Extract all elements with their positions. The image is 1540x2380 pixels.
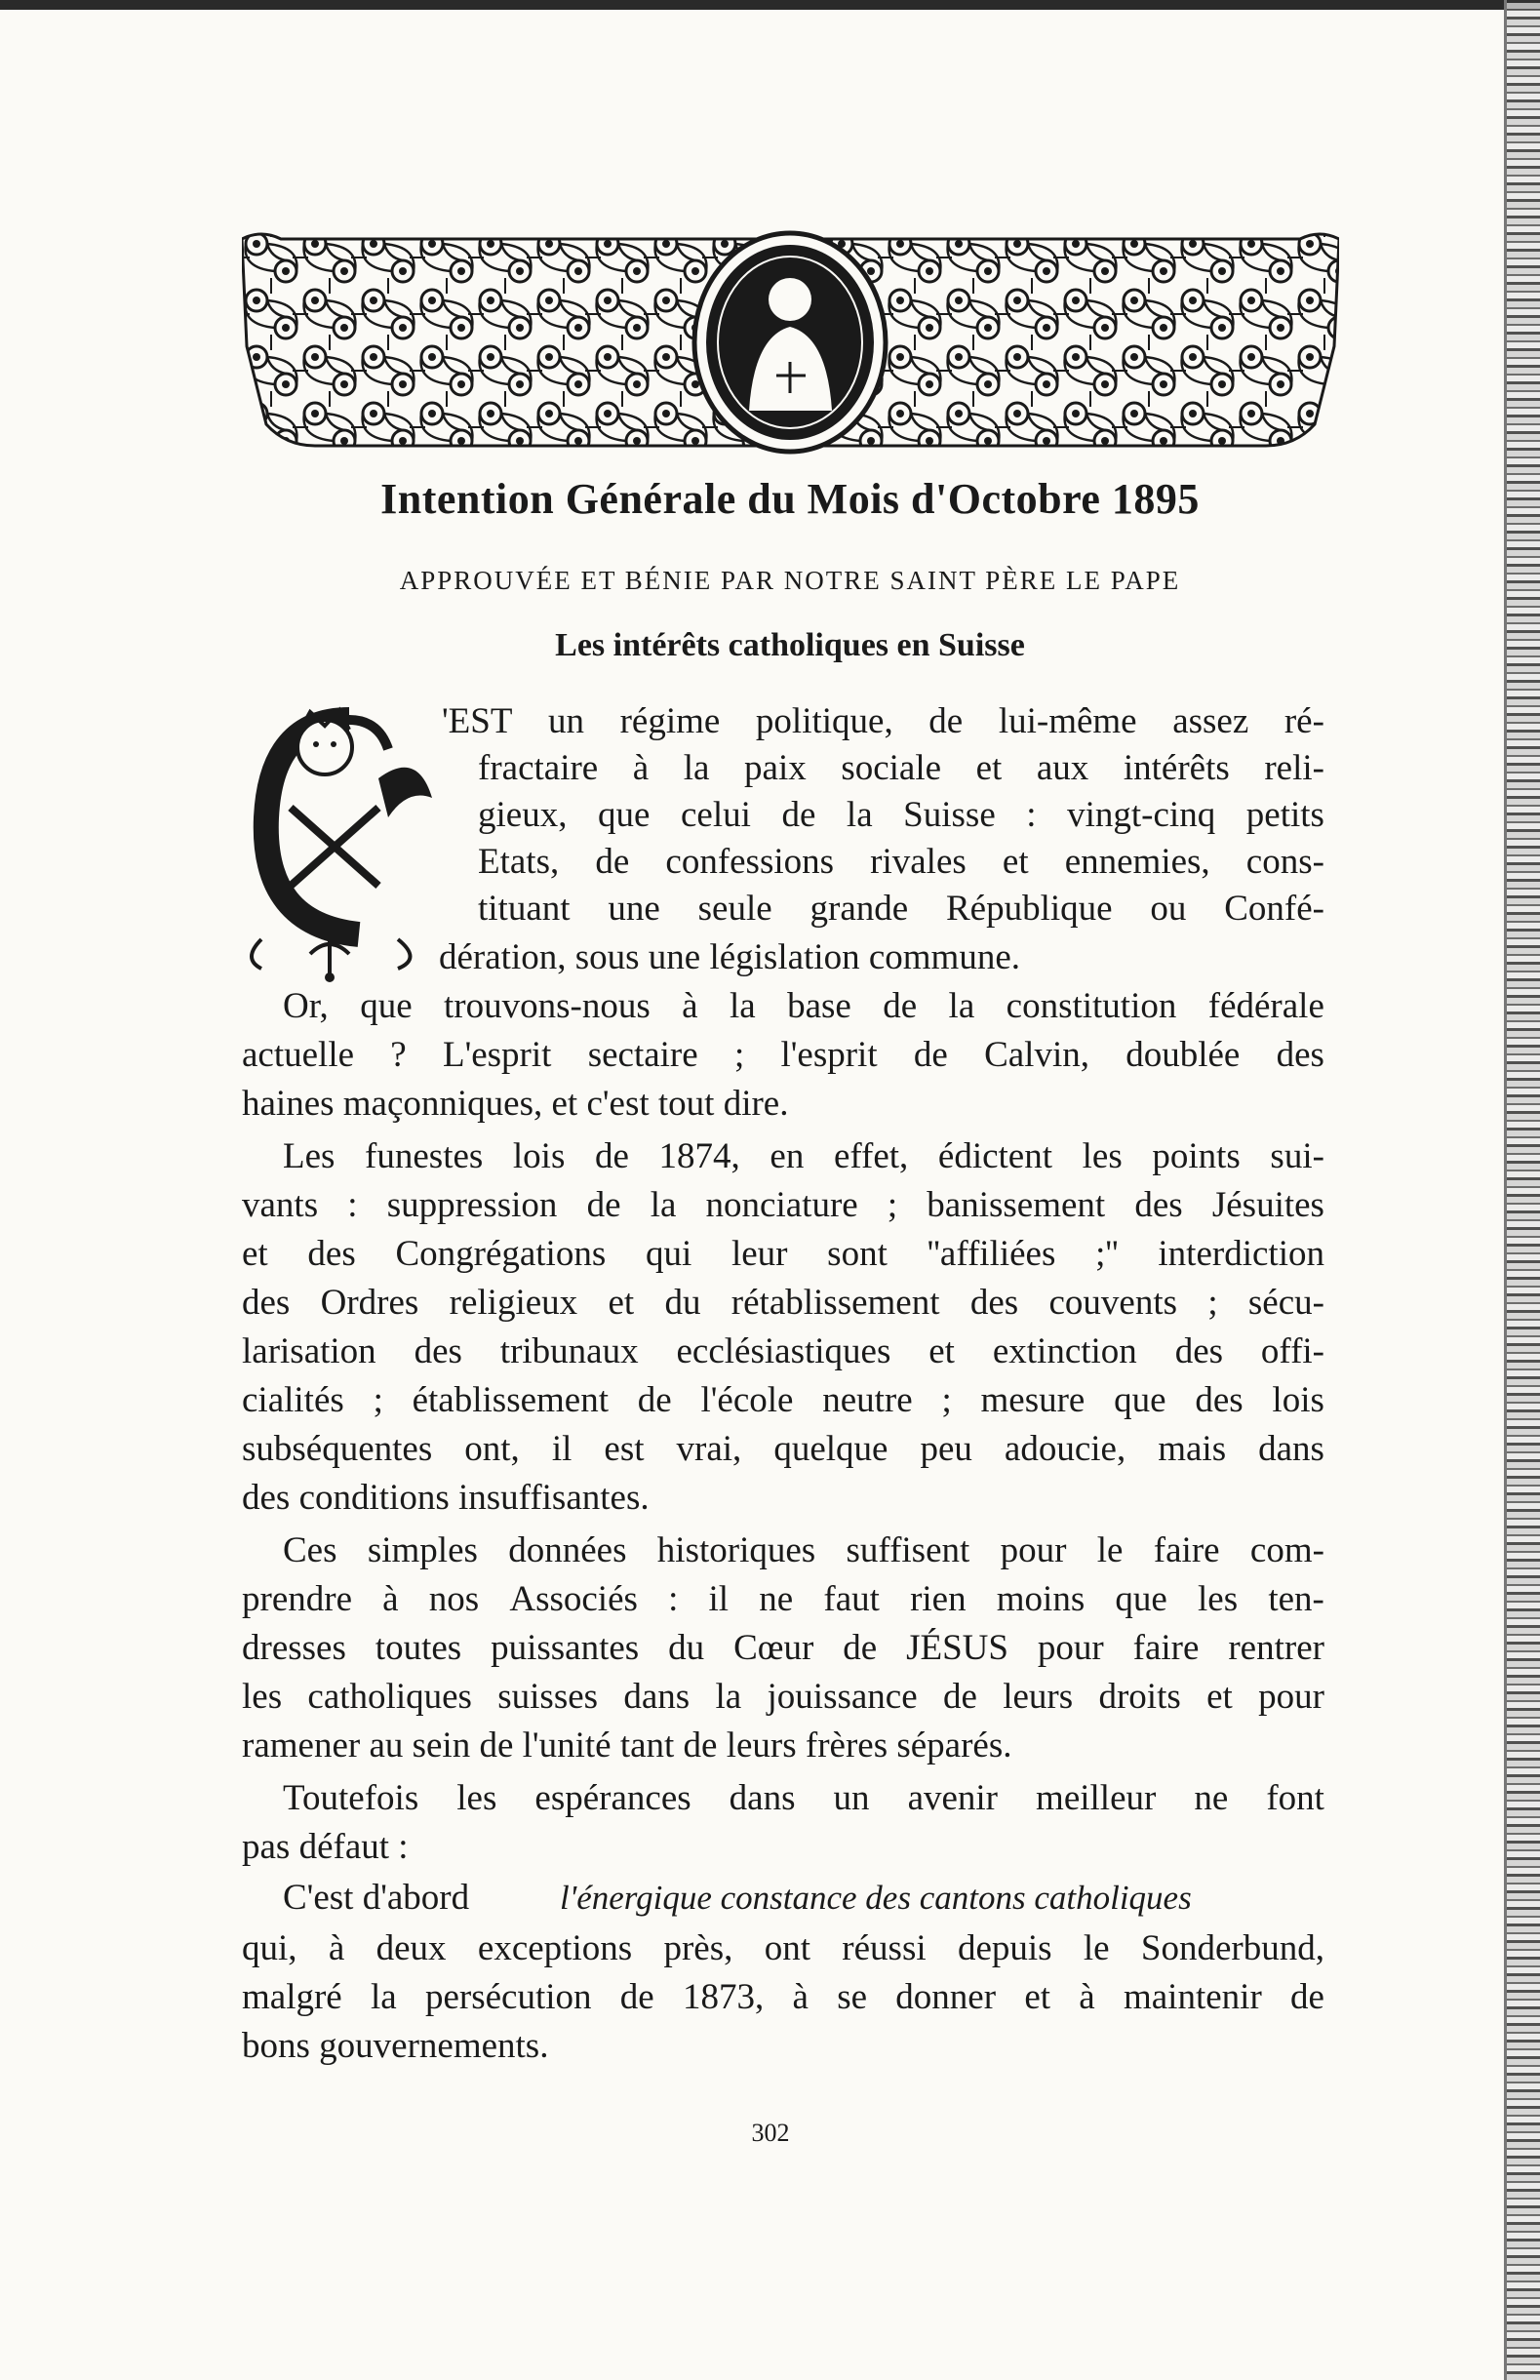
- text-line: tituant une seule grande République ou Confé-: [478, 889, 1324, 929]
- text-line: Toutefois les espérances dans un avenir meilleur ne font: [283, 1778, 1324, 1818]
- text-line: Ces simples données historiques suffisent pour le faire com-: [283, 1530, 1324, 1570]
- text-line: des conditions insuffisantes.: [242, 1478, 650, 1518]
- page-binding-shadow: [1504, 0, 1507, 2380]
- page-binding-edge: [1507, 0, 1540, 2380]
- text-line: qui, à deux exceptions près, ont réussi depuis le Sonderbund,: [242, 1928, 1324, 1968]
- text-line: bons gouvernements.: [242, 2026, 549, 2066]
- text-line: dresses toutes puissantes du Cœur de JÉSUS pour faire rentrer: [242, 1628, 1324, 1668]
- text-line: vants : suppression de la nonciature ; banissement des Jésuites: [242, 1185, 1324, 1225]
- text-line: fractaire à la paix sociale et aux intérêts reli-: [478, 748, 1324, 788]
- text-line: haines maçonniques, et c'est tout dire.: [242, 1084, 789, 1124]
- text-line: malgré la persécution de 1873, à se donner et à maintenir de: [242, 1977, 1324, 2017]
- page-number: 302: [751, 2119, 790, 2147]
- text-line: les catholiques suisses dans la jouissance de leurs droits et pour: [242, 1677, 1324, 1717]
- article-title: Intention Générale du Mois d'Octobre 1895: [380, 475, 1200, 523]
- decorated-dropcap-c: [232, 691, 443, 983]
- text-line: Etats, de confessions rivales et ennemies, cons-: [478, 842, 1324, 882]
- text-line: gieux, que celui de la Suisse : vingt-cinq petits: [478, 795, 1324, 835]
- text-line: prendre à nos Associés : il ne faut rien moins que les ten-: [242, 1579, 1324, 1619]
- article-topic: Les intérêts catholiques en Suisse: [555, 627, 1025, 663]
- text-line: actuelle ? L'esprit sectaire ; l'esprit de Calvin, doublée des: [242, 1035, 1324, 1075]
- text-line: et des Congrégations qui leur sont ''affiliées ;'' interdiction: [242, 1234, 1324, 1274]
- approval-subtitle: APPROUVÉE ET BÉNIE PAR NOTRE SAINT PÈRE LE PAPE: [399, 566, 1181, 595]
- text-line: 'EST un régime politique, de lui-même assez ré-: [442, 701, 1324, 741]
- text-line: ramener au sein de l'unité tant de leurs frères séparés.: [242, 1726, 1012, 1765]
- text-line: cialités ; établissement de l'école neutre ; mesure que des lois: [242, 1380, 1324, 1420]
- text-line: Les funestes lois de 1874, en effet, édictent les points sui-: [283, 1136, 1324, 1176]
- italic-emphasis: l'énergique constance des cantons catholiques: [560, 1879, 1192, 1917]
- text-line: C'est d'abord: [283, 1878, 470, 1918]
- text-line: subséquentes ont, il est vrai, quelque peu adoucie, mais dans: [242, 1429, 1324, 1469]
- decorative-headband-with-medallion: [242, 229, 1339, 456]
- text-line: larisation des tribunaux ecclésiastiques et extinction des offi-: [242, 1331, 1324, 1371]
- text-line: dération, sous une législation commune.: [439, 937, 1020, 977]
- text-line: pas défaut :: [242, 1827, 409, 1867]
- text-line: des Ordres religieux et du rétablissement des couvents ; sécu-: [242, 1283, 1324, 1323]
- page-top-edge: [0, 0, 1540, 10]
- text-line: Or, que trouvons-nous à la base de la constitution fédérale: [283, 986, 1324, 1026]
